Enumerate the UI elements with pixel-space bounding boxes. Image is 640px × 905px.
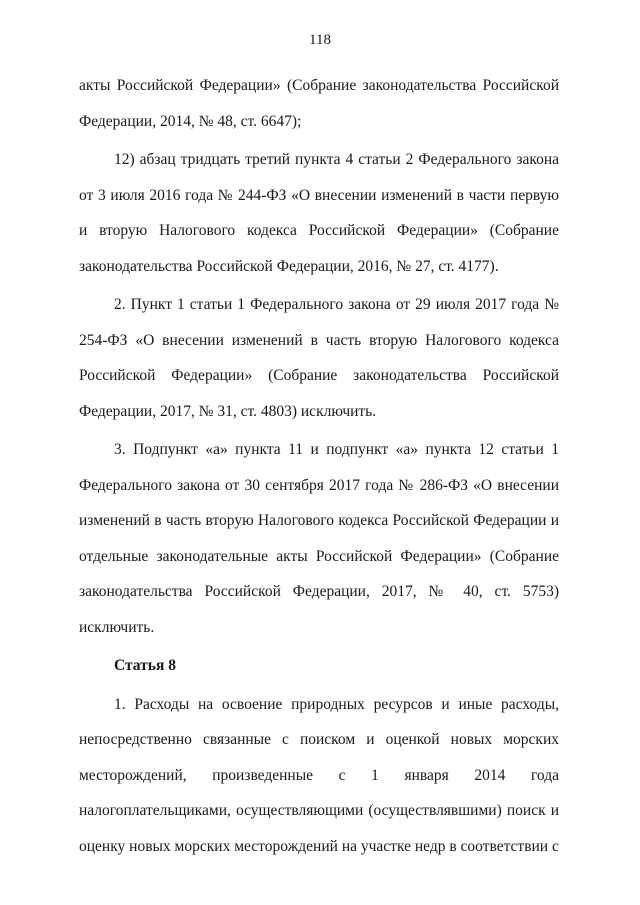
article-heading: Статья 8 [114,657,176,674]
paragraph-point-3: 3. Подпункт «а» пункта 11 и подпункт «а» пункта 12 статьи 1 Федерального закона от 30 сентября 2017 года № 286-ФЗ «О внесении изменений в часть вторую Налогового кодекса Российской Федерации и отдельные законодательные акты Российской Федерации» (Собрание законодательства Российской Федерации, 2017, № 40, ст. 5753) исключить. [79,441,559,636]
page-number: 118 [309,32,331,48]
paragraph-item-12: 12) абзац тридцать третий пункта 4 статьи 2 Федерального закона от 3 июля 2016 года № 244-ФЗ «О внесении изменений в части первую и вторую Налогового кодекса Российской Федерации» (Собрание законодательства Российской Федерации, 2016, № 27, ст. 4177). [79,151,559,275]
paragraph-continuation: акты Российской Федерации» (Собрание законодательства Российской Федерации, 2014, № 48, ст. 6647); [79,77,559,130]
paragraph-point-2: 2. Пункт 1 статьи 1 Федерального закона от 29 июля 2017 года № 254-ФЗ «О внесении изменений в часть вторую Налогового кодекса Российской Федерации» (Собрание законодательства Российской Федерации, 2017, № 31, ст. 4803) исключить. [79,296,559,420]
document-body [79,68,559,864]
paragraph-article-8-point-1: 1. Расходы на освоение природных ресурсов и иные расходы, непосредственно связанные с поиском и оценкой новых морских месторождений, произведенные с 1 января 2014 года налогоплательщиками, осуществляющими (осуществлявшими) поиск и оценку новых морских месторождений на участке недр в соответствии с [79,695,559,855]
